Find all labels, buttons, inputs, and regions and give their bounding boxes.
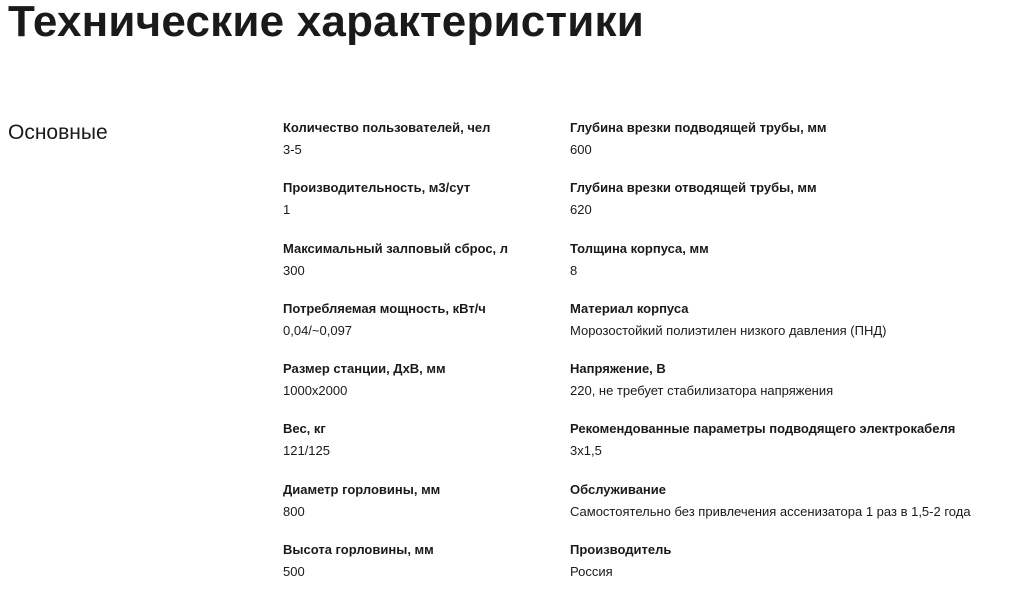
spec-value: 500 [283, 564, 305, 580]
spec-label: Производительность, м3/сут [283, 180, 471, 196]
spec-value: 220, не требует стабилизатора напряжения [570, 383, 834, 399]
spec-label: Потребляемая мощность, кВт/ч [283, 300, 486, 316]
spec-label: Диаметр горловины, мм [283, 481, 441, 497]
spec-value: 620 [570, 202, 592, 218]
spec-item [283, 241, 563, 301]
spec-value: Морозостойкий полиэтилен низкого давления (ПНД) [570, 322, 887, 338]
spec-value: 800 [283, 503, 305, 519]
spec-item [283, 120, 563, 180]
spec-item [283, 301, 563, 361]
spec-value: 3х1,5 [570, 443, 602, 459]
spec-value: 3-5 [283, 142, 302, 157]
spec-value: Россия [570, 564, 613, 580]
section-title-main: Основные [8, 121, 108, 144]
spec-item [570, 361, 1020, 421]
spec-item [570, 120, 1020, 180]
spec-label: Толщина корпуса, мм [570, 240, 709, 256]
spec-label: Глубина врезки отводящей трубы, мм [570, 180, 817, 196]
spec-label: Напряжение, В [570, 361, 666, 377]
spec-item [283, 180, 563, 240]
spec-label: Максимальный залповый сброс, л [283, 240, 509, 256]
spec-value: 1000х2000 [283, 383, 348, 399]
spec-item [570, 421, 1020, 481]
spec-value: 0,04/~0,097 [283, 322, 353, 338]
spec-label: Производитель [570, 542, 672, 558]
spec-item [283, 482, 563, 542]
specs-column-right [570, 120, 1020, 594]
spec-label: Высота горловины, мм [283, 542, 434, 558]
spec-label: Вес, кг [283, 421, 326, 437]
spec-label: Количество пользователей, чел [283, 120, 491, 135]
spec-item [570, 241, 1020, 301]
spec-label: Размер станции, ДхВ, мм [283, 361, 446, 377]
spec-value: 300 [283, 262, 305, 278]
spec-item [570, 180, 1020, 240]
spec-item [283, 542, 563, 594]
spec-label: Материал корпуса [570, 300, 689, 316]
spec-item [570, 482, 1020, 542]
spec-item [570, 301, 1020, 361]
spec-value: Самостоятельно без привлечения ассенизатора 1 раз в 1,5-2 года [570, 503, 971, 519]
spec-item [570, 542, 1020, 594]
specs-column-left [283, 120, 563, 594]
spec-value: 8 [570, 262, 578, 278]
spec-label: Глубина врезки подводящей трубы, мм [570, 120, 827, 135]
spec-value: 600 [570, 142, 592, 157]
spec-label: Рекомендованные параметры подводящего электрокабеля [570, 421, 956, 437]
spec-label: Обслуживание [570, 481, 667, 497]
spec-value: 121/125 [283, 443, 330, 459]
spec-item [283, 421, 563, 481]
page-title: Технические характеристики [8, 0, 644, 46]
spec-value: 1 [283, 202, 291, 218]
spec-item [283, 361, 563, 421]
